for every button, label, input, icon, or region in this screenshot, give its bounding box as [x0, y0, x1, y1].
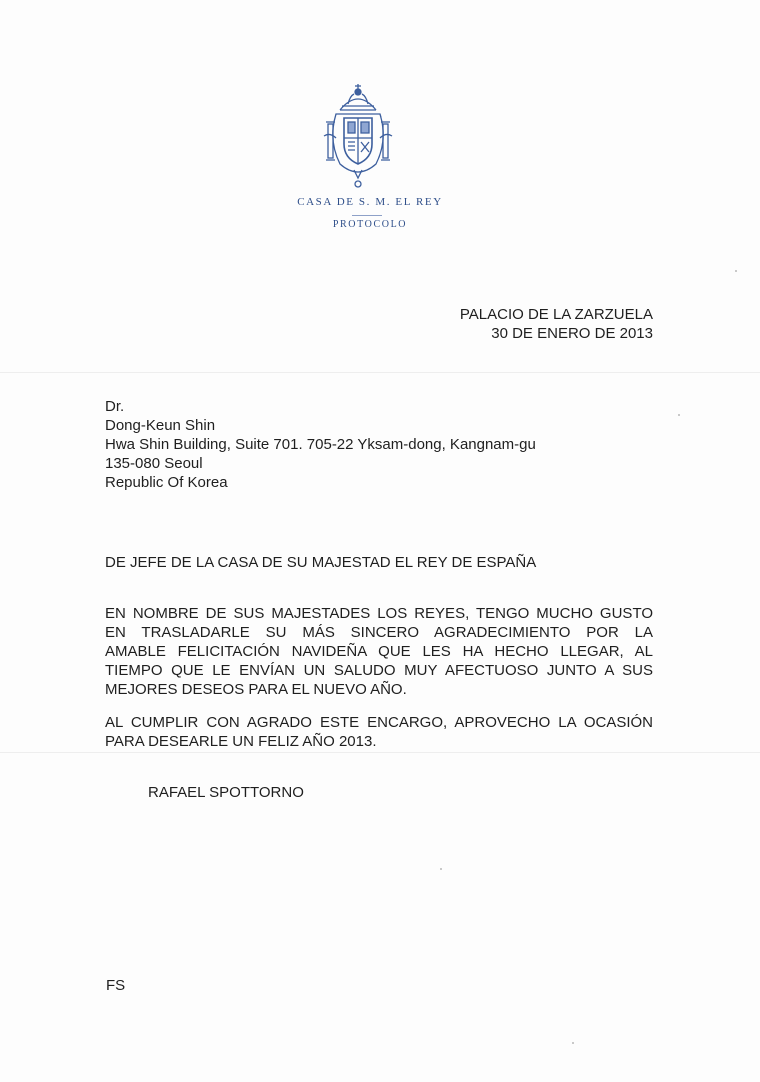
scan-speck — [572, 1042, 574, 1044]
place-date-block — [400, 305, 653, 343]
recipient-title: Dr. — [105, 398, 125, 415]
place: PALACIO DE LA ZARZUELA — [459, 306, 653, 323]
subject-line: DE JEFE DE LA CASA DE SU MAJESTAD EL REY DE ESPAÑA — [105, 554, 537, 571]
royal-coat-of-arms-icon — [318, 80, 398, 192]
letterhead-divider — [352, 215, 382, 216]
recipient-street: Hwa Shin Building, Suite 701. 705-22 Yksam-dong, Kangnam-gu — [105, 436, 536, 453]
body-paragraph-1 — [105, 604, 653, 699]
scan-speck — [440, 868, 442, 870]
signature-name: RAFAEL SPOTTORNO — [148, 784, 304, 801]
letterhead-subtitle: PROTOCOLO — [332, 219, 408, 230]
recipient-country: Republic Of Korea — [105, 474, 228, 491]
fold-line — [0, 752, 760, 753]
typist-initials: FS — [106, 977, 126, 994]
paragraph-line: MEJORES DESEOS PARA EL NUEVO AÑO. — [105, 681, 407, 698]
paragraph-line: EN NOMBRE DE SUS MAJESTADES LOS REYES, TENGO MUCHO GUSTO — [105, 605, 653, 622]
scan-speck — [735, 270, 737, 272]
body-paragraph-2 — [105, 713, 653, 751]
date: 30 DE ENERO DE 2013 — [491, 325, 653, 342]
scan-speck — [678, 414, 680, 416]
paragraph-line: AMABLE FELICITACIÓN NAVIDEÑA QUE LES HA HECHO LLEGAR, AL — [105, 643, 653, 660]
paragraph-line: AL CUMPLIR CON AGRADO ESTE ENCARGO, APROVECHO LA OCASIÓN — [105, 714, 653, 731]
fold-line — [0, 372, 760, 373]
recipient-postal-city: 135-080 Seoul — [105, 455, 203, 472]
paragraph-line: PARA DESEARLE UN FELIZ AÑO 2013. — [105, 733, 377, 750]
paragraph-line: EN TRASLADARLE SU MÁS SINCERO AGRADECIMIENTO POR LA — [105, 624, 653, 641]
letterhead-title: CASA DE S. M. EL REY — [297, 196, 443, 208]
paragraph-line: TIEMPO QUE LE ENVÍAN UN SALUDO MUY AFECTUOSO JUNTO A SUS — [105, 662, 653, 679]
recipient-address — [105, 397, 536, 492]
recipient-name: Dong-Keun Shin — [105, 417, 216, 434]
